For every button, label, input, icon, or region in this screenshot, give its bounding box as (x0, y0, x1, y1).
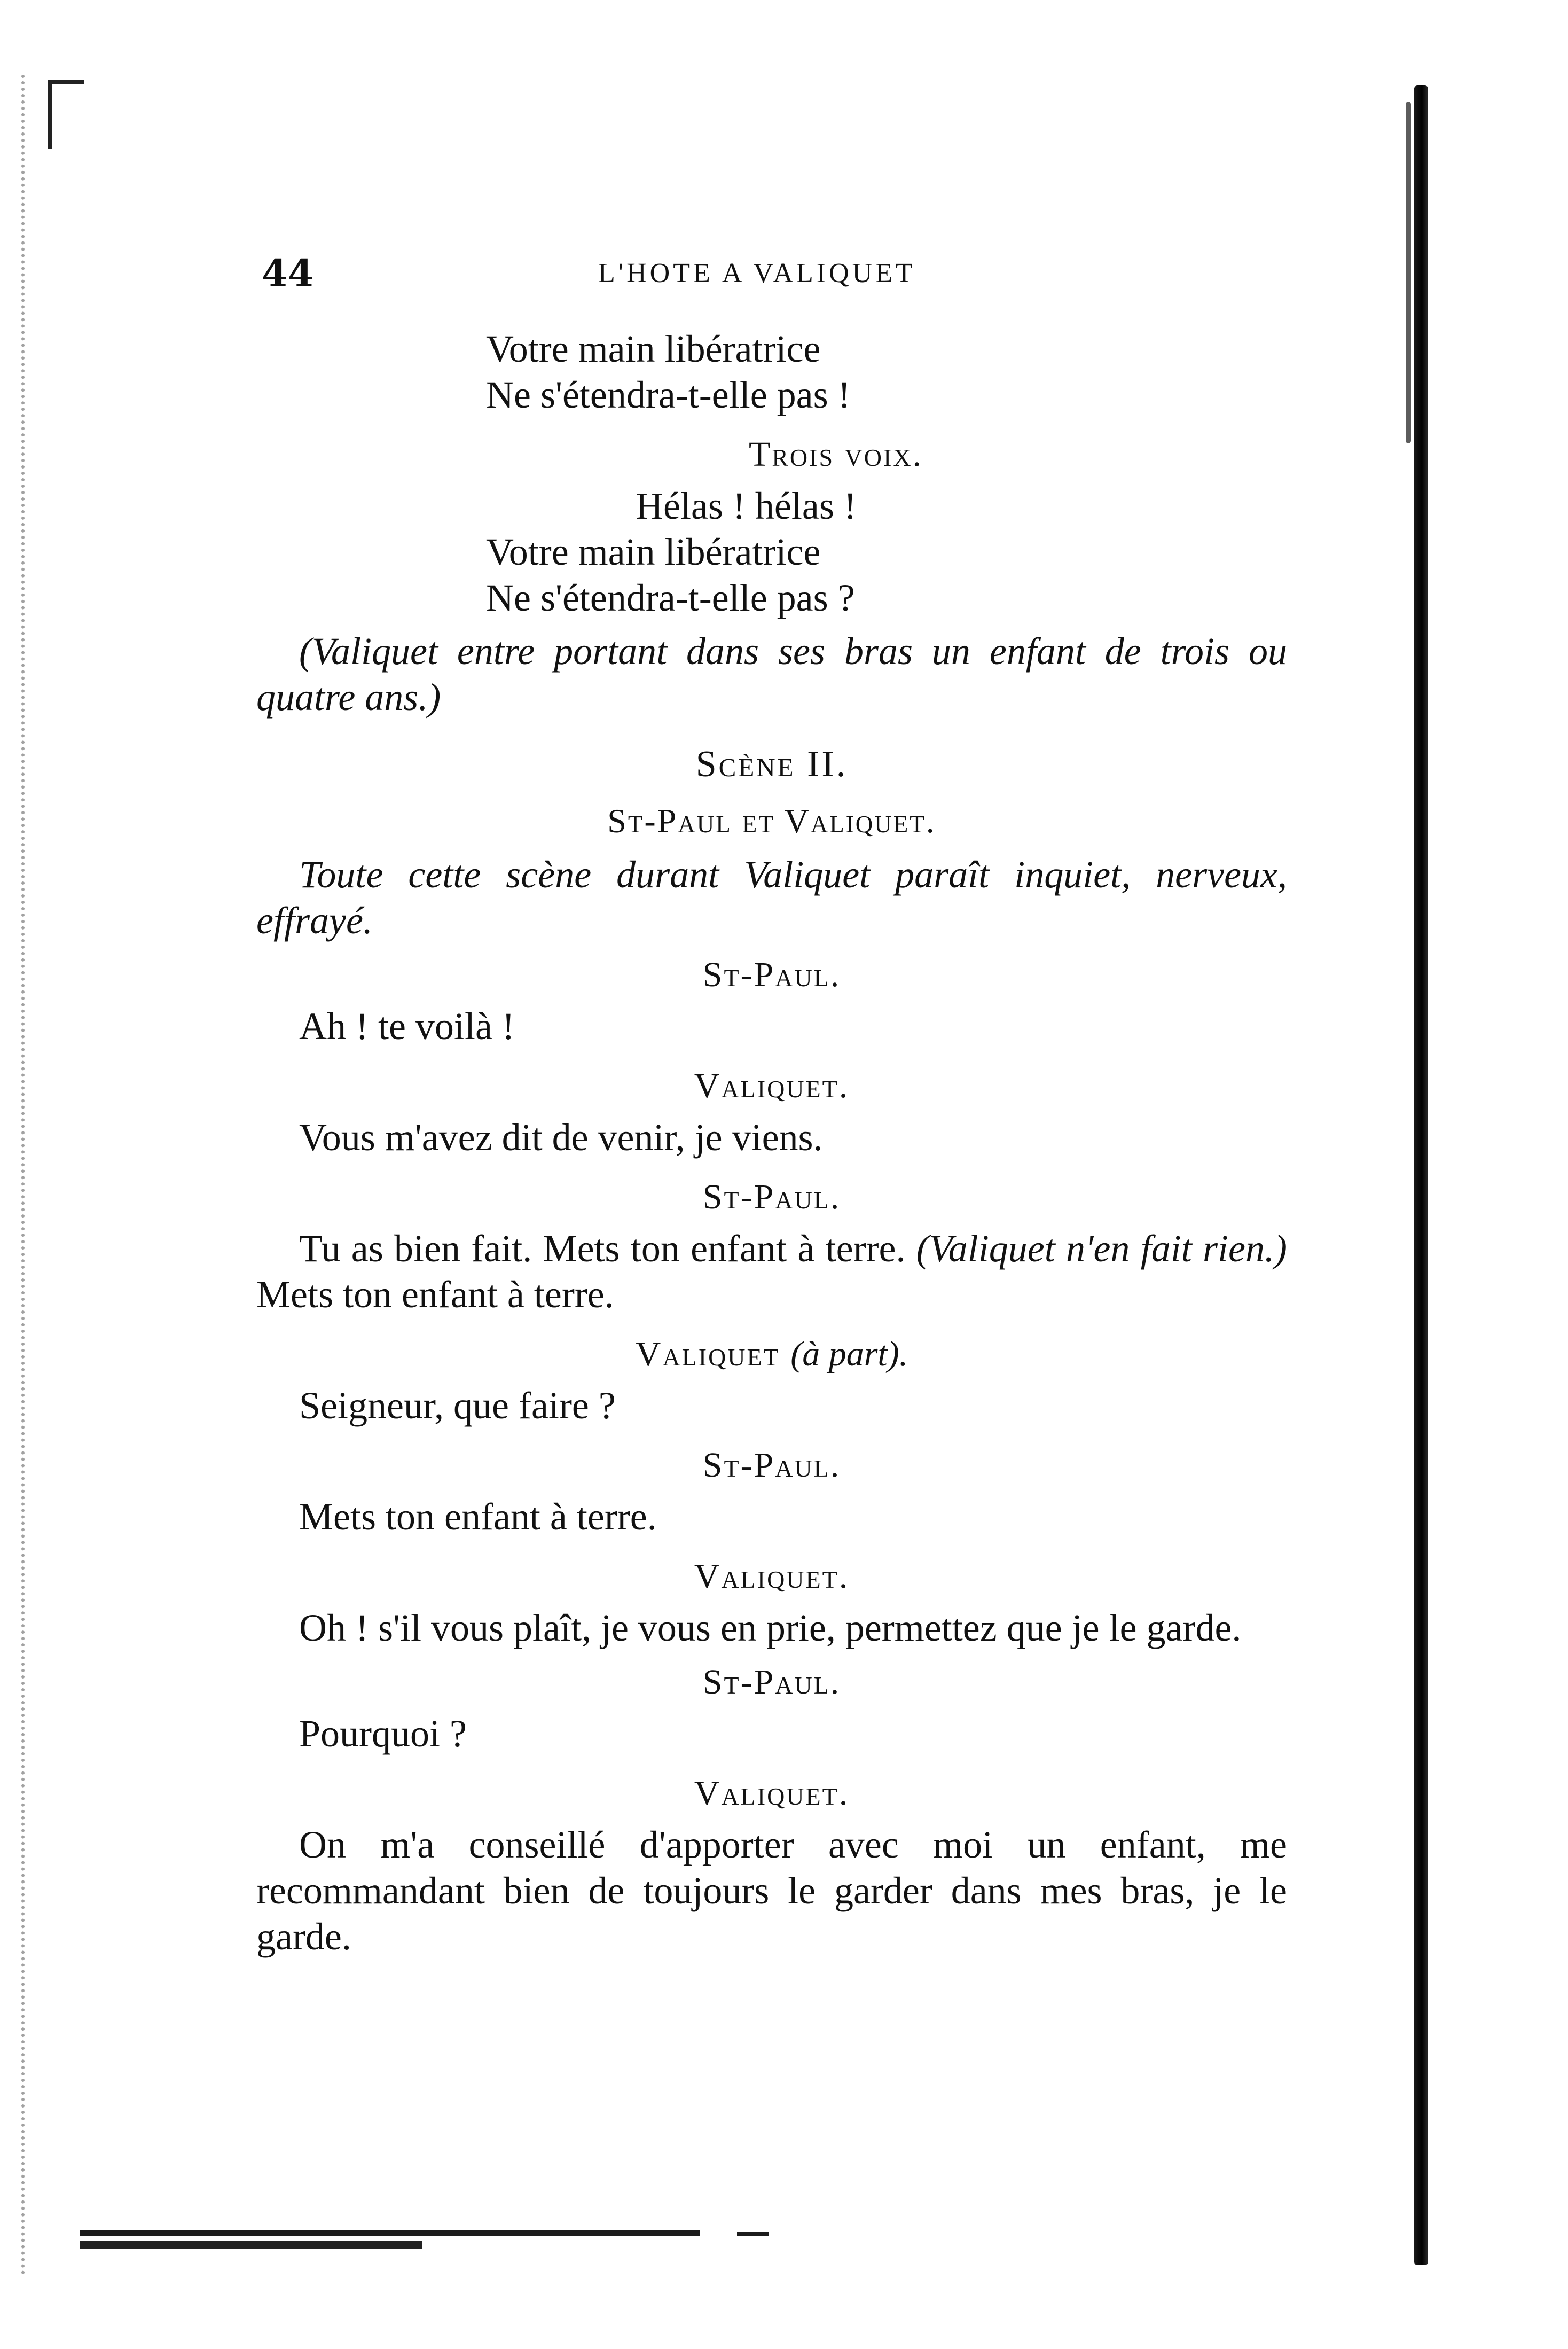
speaker-name: Valiquet (635, 1335, 780, 1373)
speaker-label: St-Paul. (702, 955, 841, 994)
verse-block-2 (256, 483, 1287, 621)
verse-line: Ne s'étendra-t-elle pas ! (486, 373, 851, 416)
speaker-label (256, 1331, 1287, 1377)
stage-direction-scene: Toute cette scène durant Valiquet paraît inquiet, nerveux, effrayé. (256, 853, 1287, 942)
aside-direction: (à part). (790, 1335, 908, 1373)
page-number: 44 (262, 251, 314, 295)
speaker-label: Valiquet. (694, 1774, 850, 1813)
scan-bottom-rule (80, 2241, 422, 2249)
speech-line (256, 1226, 1287, 1317)
speech-line: Mets ton enfant à terre. (299, 1495, 657, 1538)
scan-bottom-rule (737, 2232, 769, 2236)
scene-title: Scène II. (695, 744, 848, 785)
verse-block-1 (256, 326, 1287, 418)
speech-text: Tu as bien fait. Mets ton enfant à terre. (299, 1227, 916, 1270)
speech-line: Vous m'avez dit de venir, je viens. (299, 1116, 823, 1159)
scene-characters: St-Paul et Valiquet. (607, 802, 936, 840)
speaker-label: St-Paul. (702, 1177, 841, 1216)
page-text (256, 326, 1287, 1960)
speaker-label: Valiquet. (694, 1557, 850, 1596)
running-title: L'HOTE A VALIQUET (598, 258, 916, 288)
speech-line: Oh ! s'il vous plaît, je vous en prie, permettez que je le garde. (299, 1606, 1242, 1649)
stage-direction-entrance: (Valiquet entre portant dans ses bras un enfant de trois ou quatre ans.) (256, 630, 1287, 719)
verse-line: Ne s'étendra-t-elle pas ? (486, 576, 855, 619)
speaker-label: St-Paul. (702, 1663, 841, 1702)
verse-line: Votre main libératrice (486, 327, 821, 370)
speaker-label: St-Paul. (702, 1446, 841, 1485)
scan-left-margin-marks (21, 75, 62, 2276)
speech-line: Ah ! te voilà ! (299, 1005, 515, 1048)
speaker-trois-voix: Trois voix. (748, 435, 923, 474)
speech-line: On m'a conseillé d'apporter avec moi un enfant, me recommandant bien de toujours le garder dans mes bras, je le garde. (256, 1823, 1287, 1958)
scan-corner-mark (48, 80, 84, 149)
scan-binding-edge (1414, 85, 1428, 2265)
inline-stage-direction: (Valiquet n'en fait rien.) (916, 1227, 1287, 1270)
verse-line: Votre main libératrice (486, 530, 821, 573)
scan-binding-edge-inner (1406, 102, 1411, 443)
speaker-label: Valiquet. (694, 1066, 850, 1105)
speech-line: Seigneur, que faire ? (299, 1384, 616, 1427)
scan-bottom-rule (80, 2230, 700, 2236)
speech-line: Pourquoi ? (299, 1712, 467, 1755)
verse-line: Hélas ! hélas ! (636, 485, 857, 527)
running-head (262, 251, 1292, 294)
speech-text: Mets ton enfant à terre. (256, 1273, 614, 1316)
